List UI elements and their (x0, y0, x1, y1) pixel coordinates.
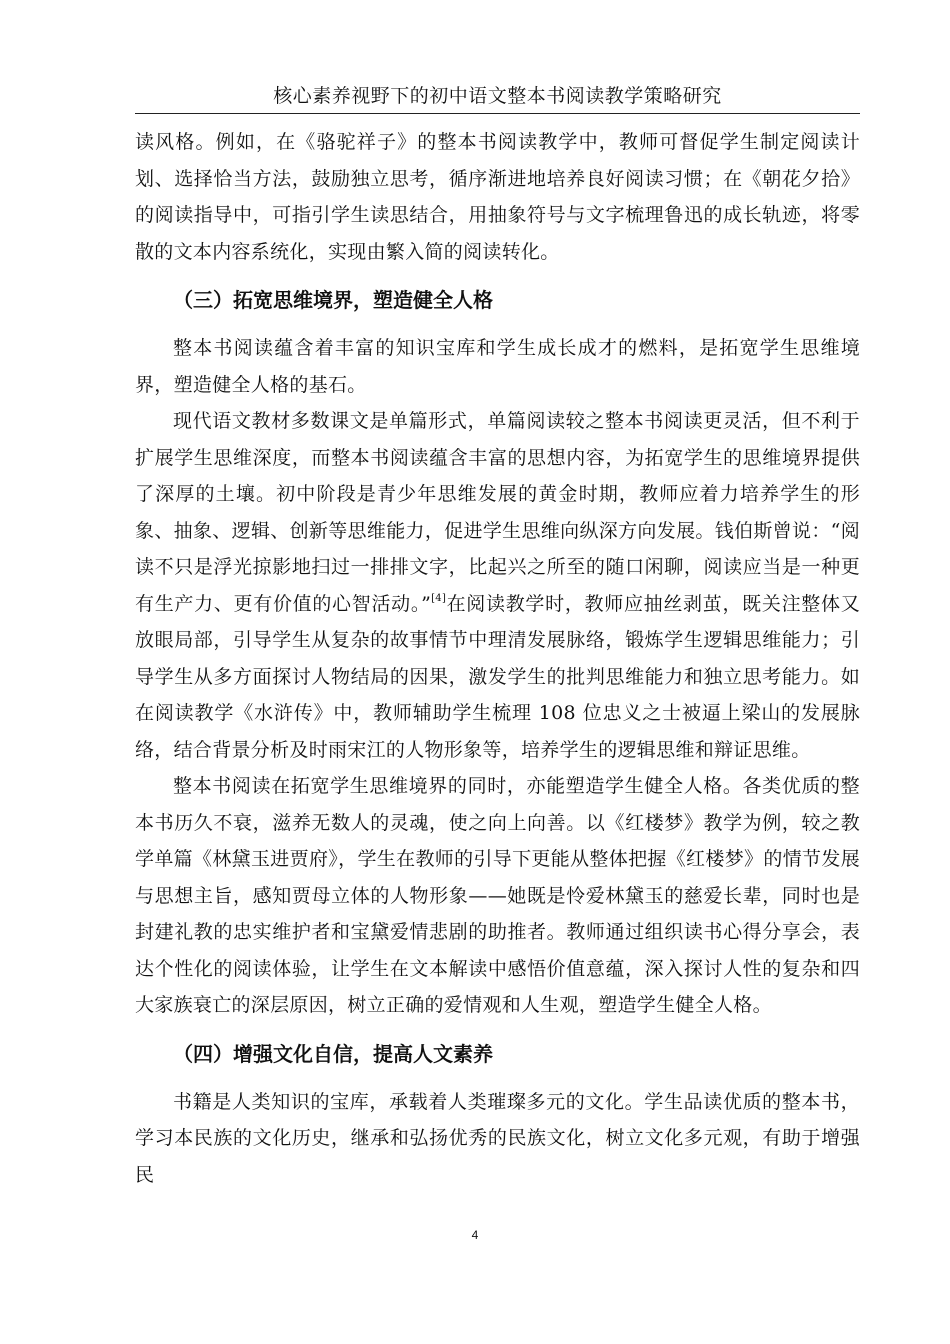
paragraph-3-3: 整本书阅读在拓宽学生思维境界的同时，亦能塑造学生健全人格。各类优质的整本书历久不衰，滋养无数人的灵魂，使之向上向善。以《红楼梦》教学为例，较之教学单篇《林黛玉进贾府》，学生在教师的引导下更能从整体把握《红楼梦》的情节发展与思想主旨，感知贾母立体的人物形象——她既是怜爱林黛玉的慈爱长辈，同时也是封建礼教的忠实维护者和宝黛爱情悲剧的助推者。教师通过组织读书心得分享会，表达个性化的阅读体验，让学生在文本解读中感悟价值意蕴，深入探讨人性的复杂和四大家族衰亡的深层原因，树立正确的爱情观和人生观，塑造学生健全人格。 (135, 775, 860, 1016)
paragraph-3-2 (135, 403, 860, 768)
section-heading-four: （四）增强文化自信，提高人文素养 (173, 1041, 493, 1066)
paragraph-3-2-text-before: 现代语文教材多数课文是单篇形式，单篇阅读较之整本书阅读更灵活，但不利于扩展学生思维深度，而整本书阅读蕴含丰富的思想内容，为拓宽学生的思维境界提供了深厚的土壤。初中阶段是青少年思维发展的黄金时期，教师应着力培养学生的形象、抽象、逻辑、创新等思维能力，促进学生思维向纵深方向发展。钱伯斯曾说：“阅读不只是浮光掠影地扫过一排排文字，比起兴之所至的随口闲聊，阅读应当是一种更有生产力、更有价值的心智活动。” (135, 410, 860, 615)
running-header: 核心素养视野下的初中语文整本书阅读教学策略研究 (135, 82, 860, 114)
paragraph-3-1: 整本书阅读蕴含着丰富的知识宝库和学生成长成才的燃料，是拓宽学生思维境界，塑造健全人格的基石。 (135, 337, 860, 396)
paragraph-4-1: 书籍是人类知识的宝库，承载着人类璀璨多元的文化。学生品读优质的整本书，学习本民族的文化历史，继承和弘扬优秀的民族文化，树立文化多元观，有助于增强民 (135, 1090, 860, 1186)
paragraph-3-2-text-after: 在阅读教学时，教师应抽丝剥茧，既关注整体又放眼局部，引导学生从复杂的故事情节中理清发展脉络，锻炼学生逻辑思维能力；引导学生从多方面探讨人物结局的因果，激发学生的批判思维能力和独立思考能力。如在阅读教学《水浒传》中，教师辅助学生梳理 108 位忠义之士被逼上梁山的发展脉络，结合背景分析及时雨宋江的人物形象等，培养学生的逻辑思维和辩证思维。 (135, 592, 861, 761)
citation-marker: [4] (431, 592, 447, 604)
page-number: 4 (471, 1228, 479, 1242)
paragraph-continued: 读风格。例如，在《骆驼祥子》的整本书阅读教学中，教师可督促学生制定阅读计划、选择恰当方法，鼓励独立思考，循序渐进地培养良好阅读习惯；在《朝花夕拾》的阅读指导中，可指引学生读思结合，用抽象符号与文字梳理鲁迅的成长轨迹，将零散的文本内容系统化，实现由繁入简的阅读转化。 (135, 131, 860, 263)
section-heading-three: （三）拓宽思维境界，塑造健全人格 (173, 288, 493, 312)
page-body (135, 124, 860, 1193)
